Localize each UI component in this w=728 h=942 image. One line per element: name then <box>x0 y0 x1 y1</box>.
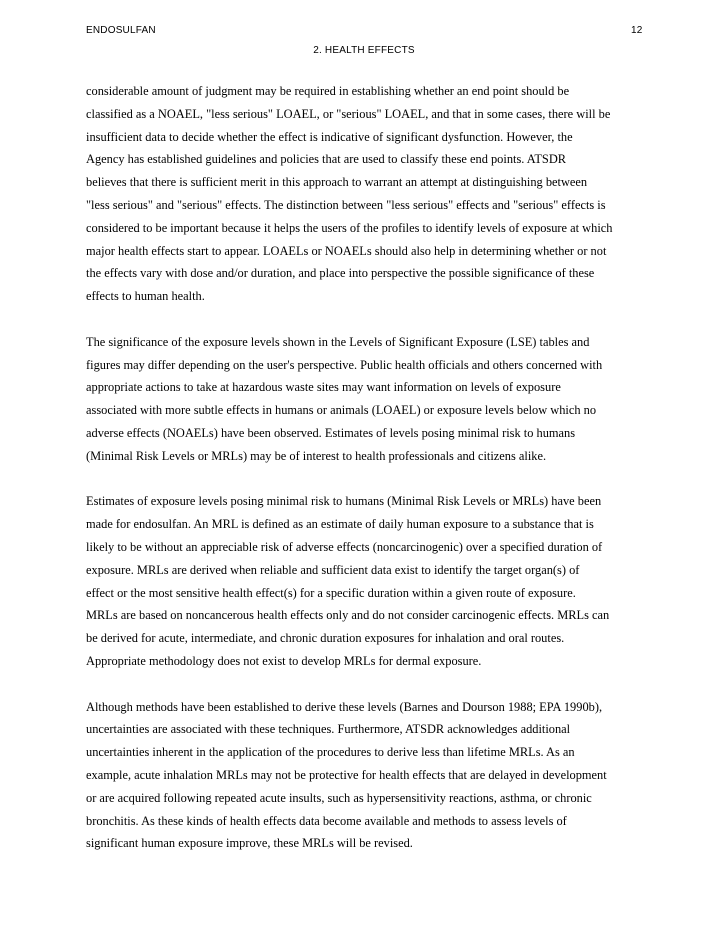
text-line: Although methods have been established to derive these levels (Barnes and Dourson 1988; EPA 1990b), <box>86 699 603 714</box>
text-line: insufficient data to decide whether the effect is indicative of significant dysfunction. However, the <box>86 129 573 144</box>
text-line: major health effects start to appear. LOAELs or NOAELs should also help in determining whether or not <box>86 243 607 258</box>
text-line: considered to be important because it helps the users of the profiles to identify levels of exposure at which <box>86 220 613 235</box>
paragraph-3 <box>86 490 656 672</box>
document-body <box>86 80 656 878</box>
text-line: effect or the most sensitive health effect(s) for a specific duration within a given route of exposure. <box>86 585 576 600</box>
text-line: classified as a NOAEL, "less serious" LOAEL, or "serious" LOAEL, and that in some cases, there will be <box>86 106 611 121</box>
text-line: significant human exposure improve, these MRLs will be revised. <box>86 836 413 851</box>
text-line: The significance of the exposure levels shown in the Levels of Significant Exposure (LSE) tables and <box>86 334 590 349</box>
page-number: 12 <box>631 25 643 36</box>
text-line: uncertainties are associated with these techniques. Furthermore, ATSDR acknowledges additional <box>86 722 571 737</box>
text-line: Appropriate methodology does not exist to develop MRLs for dermal exposure. <box>86 653 482 668</box>
text-line: associated with more subtle effects in humans or animals (LOAEL) or exposure levels below which no <box>86 403 597 418</box>
text-line: "less serious" and "serious" effects. The distinction between "less serious" effects and "serious" effects is <box>86 197 606 212</box>
text-line: figures may differ depending on the user's perspective. Public health officials and others concerned with <box>86 357 603 372</box>
text-line: bronchitis. As these kinds of health effects data become available and methods to assess levels of <box>86 813 567 828</box>
section-header: 2. HEALTH EFFECTS <box>313 45 415 56</box>
text-line: considerable amount of judgment may be required in establishing whether an end point should be <box>86 84 570 98</box>
text-line: the effects vary with dose and/or duration, and place into perspective the possible significance of these <box>86 266 595 281</box>
text-line: example, acute inhalation MRLs may not be protective for health effects that are delayed in development <box>86 767 607 782</box>
text-line: appropriate actions to take at hazardous waste sites may want information on levels of exposure <box>86 380 561 395</box>
paragraph-4 <box>86 696 656 856</box>
text-line: Agency has established guidelines and policies that are used to classify these end points. ATSDR <box>86 152 567 167</box>
text-line: (Minimal Risk Levels or MRLs) may be of interest to health professionals and citizens alike. <box>86 448 547 463</box>
text-line: or are acquired following repeated acute insults, such as hypersensitivity reactions, asthma, or chronic <box>86 790 592 805</box>
paragraph-1 <box>86 80 656 308</box>
text-line: adverse effects (NOAELs) have been observed. Estimates of levels posing minimal risk to humans <box>86 425 576 440</box>
running-header-title: ENDOSULFAN <box>86 25 156 36</box>
text-line: MRLs are based on noncancerous health effects only and do not consider carcinogenic effects. MRLs can <box>86 608 610 623</box>
text-line: effects to human health. <box>86 289 205 304</box>
text-line: believes that there is sufficient merit in this approach to warrant an attempt at distinguishing between <box>86 175 588 190</box>
text-line: exposure. MRLs are derived when reliable and sufficient data exist to identify the target organ(s) of <box>86 562 580 577</box>
text-line: Estimates of exposure levels posing minimal risk to humans (Minimal Risk Levels or MRLs) have been <box>86 494 602 509</box>
text-line: likely to be without an appreciable risk of adverse effects (noncarcinogenic) over a specified duration of <box>86 539 603 554</box>
paragraph-2 <box>86 331 656 468</box>
text-line: uncertainties inherent in the application of the procedures to derive less than lifetime MRLs. As an <box>86 745 575 760</box>
text-line: be derived for acute, intermediate, and chronic duration exposures for inhalation and oral routes. <box>86 631 565 646</box>
text-line: made for endosulfan. An MRL is defined as an estimate of daily human exposure to a substance that is <box>86 517 594 532</box>
